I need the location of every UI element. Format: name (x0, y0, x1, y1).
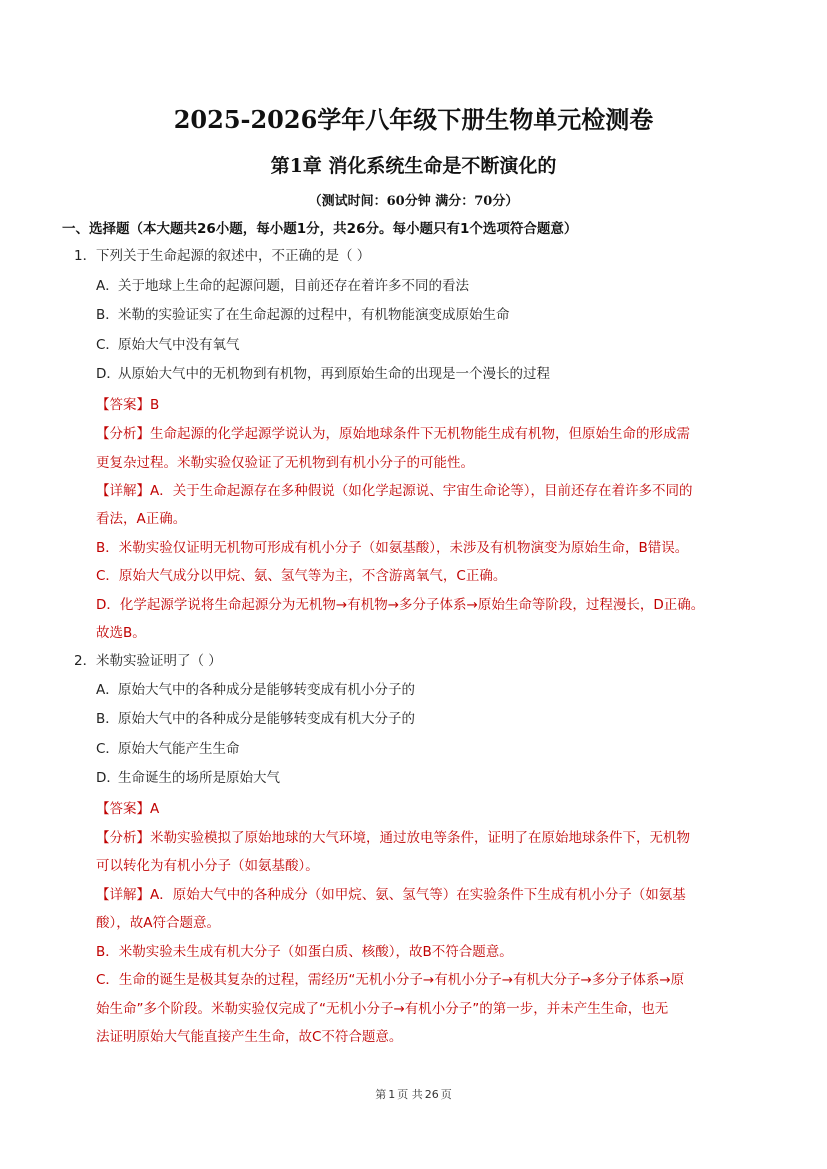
option-text: 原始大气能产生生命 (118, 741, 240, 757)
question-1 (74, 246, 370, 266)
test-info: （测试时间：60分钟 满分：70分） (308, 194, 519, 209)
question-stem: 米勒实验证明了（ ） (96, 653, 222, 669)
q1-detail-line: 看法，A正确。 (96, 511, 187, 527)
total-page-number: 26 (424, 1088, 439, 1101)
option-letter: B． (96, 711, 119, 727)
q2-detail-line: 法证明原始大气能直接产生生命，故C不符合题意。 (96, 1029, 403, 1045)
option-text: 原始大气中没有氧气 (118, 337, 240, 353)
footer-prefix: 第 (375, 1088, 387, 1101)
option-text: 生命诞生的场所是原始大气 (118, 770, 280, 786)
q2-option-d (96, 768, 280, 788)
question-number: 2． (74, 653, 97, 669)
option-text: 从原始大气中的无机物到有机物，再到原始生命的出现是一个漫长的过程 (118, 366, 550, 382)
q1-detail-line: 【详解】A．关于生命起源存在多种假说（如化学起源说、宇宙生命论等），目前还存在着许多不同的 (96, 483, 693, 499)
option-letter: A． (96, 682, 119, 698)
q2-option-c (96, 739, 240, 759)
option-text: 米勒的实验证实了在生命起源的过程中，有机物能演变成原始生命 (118, 307, 510, 323)
option-text: 原始大气中的各种成分是能够转变成有机小分子的 (118, 682, 415, 698)
q1-detail-line: D．化学起源学说将生命起源分为无机物→有机物→多分子体系→原始生命等阶段，过程漫长，D正确。 (96, 597, 705, 613)
q2-detail-line: B．米勒实验未生成有机大分子（如蛋白质、核酸），故B不符合题意。 (96, 944, 513, 960)
option-letter: D． (96, 770, 120, 786)
q2-option-a (96, 680, 415, 700)
q2-option-b (96, 709, 415, 729)
question-2 (74, 651, 222, 671)
question-stem: 下列关于生命起源的叙述中，不正确的是（ ） (96, 248, 371, 264)
current-page-number: 1 (388, 1088, 396, 1101)
option-text: 关于地球上生命的起源问题，目前还存在着许多不同的看法 (118, 278, 469, 294)
page-footer (0, 1086, 827, 1102)
option-letter: C． (96, 741, 119, 757)
footer-suffix: 页 (440, 1088, 452, 1101)
q2-analysis-line: 【分析】米勒实验模拟了原始地球的大气环境，通过放电等条件，证明了在原始地球条件下，无机物 (96, 830, 690, 846)
q1-option-b (96, 305, 510, 325)
q1-analysis-line: 【分析】生命起源的化学起源学说认为，原始地球条件下无机物能生成有机物，但原始生命的形成需 (96, 426, 690, 442)
option-text: 原始大气中的各种成分是能够转变成有机大分子的 (118, 711, 415, 727)
main-title: 2025-2026学年八年级下册生物单元检测卷 (173, 105, 654, 134)
q1-detail-line: 故选B。 (96, 625, 146, 641)
option-letter: A． (96, 278, 119, 294)
q2-detail-line: 【详解】A．原始大气中的各种成分（如甲烷、氨、氢气等）在实验条件下生成有机小分子（如氨基 (96, 887, 686, 903)
q2-detail-line: 酸），故A符合题意。 (96, 915, 220, 931)
footer-middle: 页 共 (397, 1088, 423, 1101)
chapter-title: 第1章 消化系统生命是不断演化的 (270, 155, 557, 177)
option-letter: C． (96, 337, 119, 353)
q1-option-a (96, 276, 469, 296)
question-number: 1． (74, 248, 97, 264)
section-heading: 一、选择题（本大题共26小题，每小题1分，共26分。每小题只有1个选项符合题意） (62, 221, 578, 237)
q1-detail-line: C．原始大气成分以甲烷、氨、氢气等为主，不含游离氧气，C正确。 (96, 568, 507, 584)
q1-detail-line: B．米勒实验仅证明无机物可形成有机小分子（如氨基酸），未涉及有机物演变为原始生命，B错误。 (96, 540, 689, 556)
q2-answer: 【答案】A (96, 801, 160, 817)
q1-analysis-line: 更复杂过程。米勒实验仅验证了无机物到有机小分子的可能性。 (96, 455, 474, 471)
q2-detail-line: C．生命的诞生是极其复杂的过程，需经历“无机小分子→有机小分子→有机大分子→多分子体系→原 (96, 972, 685, 988)
q2-detail-line: 始生命”多个阶段。米勒实验仅完成了“无机小分子→有机小分子”的第一步，并未产生生命，也无 (96, 1001, 669, 1017)
option-letter: D． (96, 366, 120, 382)
q1-option-d (96, 364, 550, 384)
q1-option-c (96, 335, 240, 355)
q2-analysis-line: 可以转化为有机小分子（如氨基酸）。 (96, 858, 319, 874)
option-letter: B． (96, 307, 119, 323)
q1-answer: 【答案】B (96, 397, 160, 413)
